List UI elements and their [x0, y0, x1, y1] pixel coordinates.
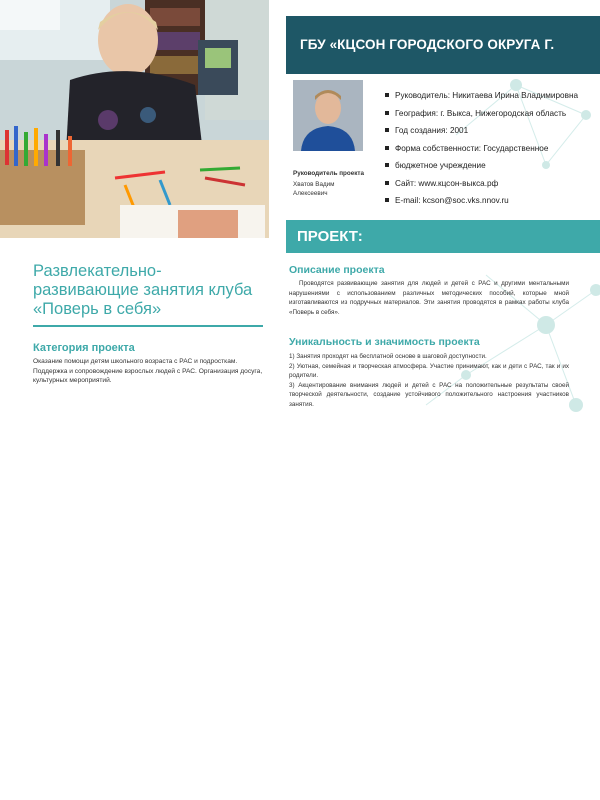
uniqueness-point: 1) Занятия проходят на бесплатной основе в шаговой доступности.: [289, 353, 487, 360]
category-text: Оказание помощи детям школьного возраста с РАС и подросткам. Поддержка и сопровождение взрослых людей с РАС. Организация досуга, культурных мероприятий.: [33, 358, 263, 384]
uniqueness-point: 3) Акцентирование внимания людей и детей с РАС на положительные результаты своей творческой деятельности, создание устойчивого положительного настроения участников занятия.: [289, 381, 569, 408]
info-item: Форма собственности: Государственное: [385, 140, 595, 158]
title-divider: [33, 325, 263, 327]
organization-header: ГБУ «КЦСОН ГОРОДСКОГО ОКРУГА Г.: [286, 16, 600, 74]
category-heading: Категория проекта: [33, 342, 135, 354]
project-title: Развлекательно-развивающие занятия клуба «Поверь в себя»: [33, 262, 253, 318]
info-item-email[interactable]: E-mail: kcson@soc.vks.nnov.ru: [385, 192, 595, 210]
description-heading: Описание проекта: [289, 264, 385, 276]
description-text: Проводятся развивающие занятия для людей и детей с РАС и другими ментальными нарушениями с использованием различных методических пособий, которые мной изготавливаются из подручных материалов. Эти занятия проводятся в рамках работы клуба «Поверь в себя».: [289, 280, 569, 316]
child-activity-photo: [0, 0, 269, 238]
uniqueness-point: 2) Уютная, семейная и творческая атмосфера. Участие принимают, как и дети с РАС, так и их родители.: [289, 362, 569, 380]
uniqueness-heading: Уникальность и значимость проекта: [289, 336, 480, 348]
uniqueness-list: [289, 352, 569, 410]
leader-portrait: [293, 80, 363, 151]
info-item: География: г. Выкса, Нижегородская область: [385, 105, 595, 123]
info-item: Год создания: 2001: [385, 122, 595, 140]
organization-info-list: [385, 87, 595, 210]
info-item-website[interactable]: Сайт: www.кцсон-выкса.рф: [385, 175, 595, 193]
leader-photo: [293, 80, 363, 151]
info-item: Руководитель: Никитаева Ирина Владимировна: [385, 87, 595, 105]
project-photo: [0, 0, 269, 238]
leader-caption: Руководитель проекта: [293, 170, 364, 177]
project-section-bar: ПРОЕКТ:: [286, 220, 600, 253]
leader-name: Хватов Вадим Алексеевич: [293, 181, 335, 197]
info-item-continuation: бюджетное учреждение: [385, 157, 595, 175]
